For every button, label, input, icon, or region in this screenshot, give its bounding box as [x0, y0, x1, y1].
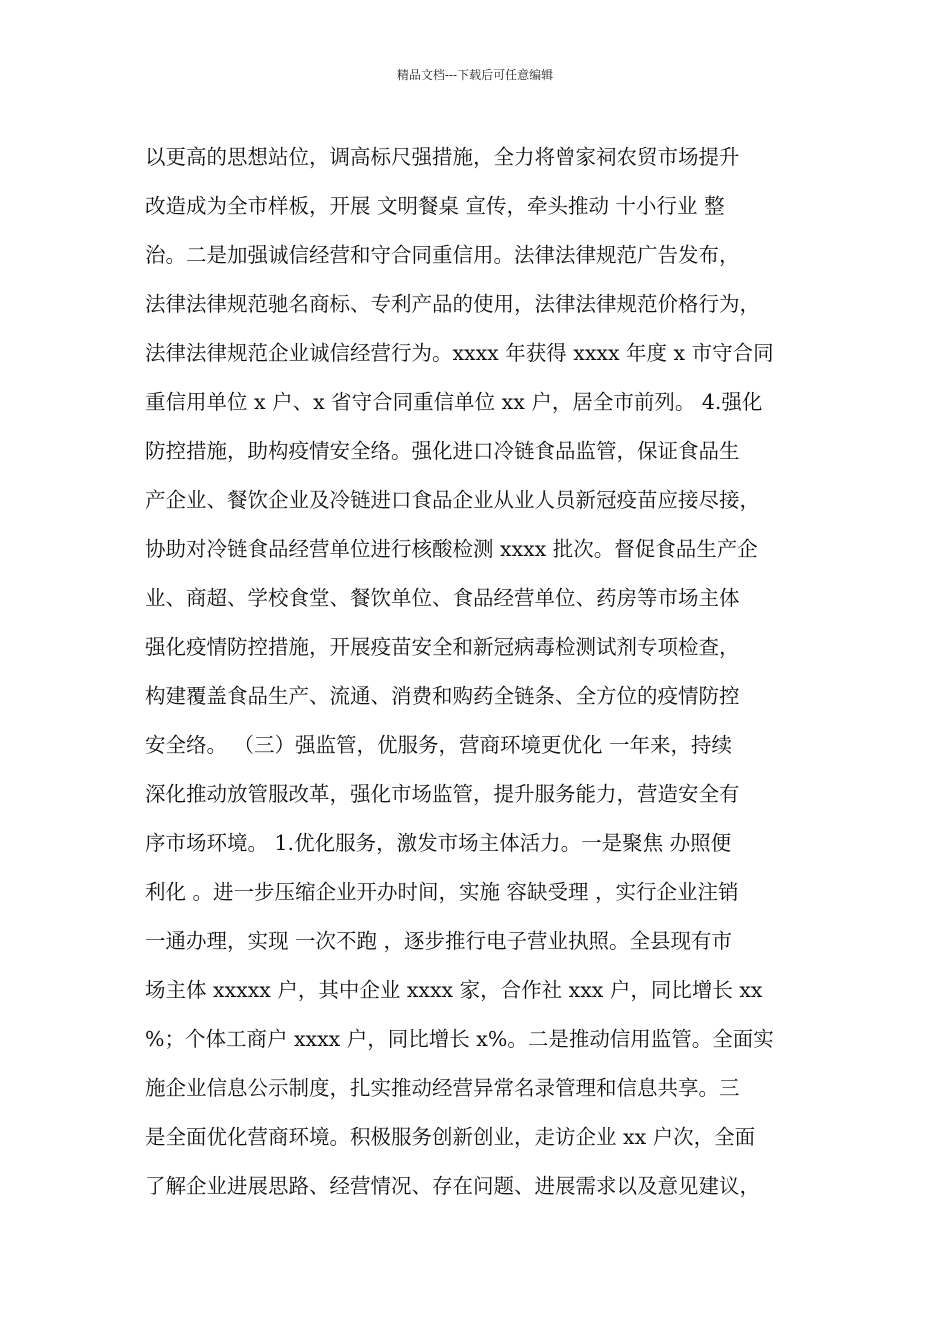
text-line: 治。二是加强诚信经营和守合同重信用。法律法律规范广告发布， [145, 243, 740, 267]
text-line: 重信用单位 x 户、x 省守合同重信单位 xx 户，居全市前列。 4.强化 [145, 390, 763, 414]
text-line: 协助对冷链食品经营单位进行核酸检测 xxxx 批次。督促食品生产企 [145, 537, 758, 561]
text-line: 是全面优化营商环境。积极服务创新创业，走访企业 xx 户次，全面 [145, 1125, 756, 1149]
text-line: 安全络。 （三）强监管，优服务，营商环境更优化 一年来，持续 [145, 733, 733, 757]
text-line: 利化 。进一步压缩企业开办时间，实施 容缺受理 ，实行企业注销 [145, 880, 739, 904]
text-line: 法律法律规范驰名商标、专利产品的使用，法律法律规范价格行为， [145, 292, 760, 316]
text-line: %；个体工商户 xxxx 户，同比增长 x%。二是推动信用监管。全面实 [145, 1027, 774, 1051]
text-line: 防控措施，助构疫情安全络。强化进口冷链食品监管，保证食品生 [145, 439, 740, 463]
text-line: 了解企业进展思路、经营情况、存在问题、进展需求以及意见建议， [145, 1174, 760, 1198]
text-line: 以更高的思想站位，调高标尺强措施，全力将曾家祠农贸市场提升 [145, 145, 740, 169]
text-line: 强化疫情防控措施，开展疫苗安全和新冠病毒检测试剂专项检查， [145, 635, 740, 659]
page-header: 精品文档---下载后可任意编辑 [396, 68, 554, 82]
text-line: 法律法律规范企业诚信经营行为。xxxx 年获得 xxxx 年度 x 市守合同 [145, 341, 774, 365]
text-line: 深化推动放管服改革，强化市场监管，提升服务能力，营造安全有 [145, 782, 740, 806]
body-text [145, 133, 835, 1211]
text-line: 序市场环境。 1.优化服务，激发市场主体活力。一是聚焦 办照便 [145, 831, 732, 855]
text-line: 产企业、餐饮企业及冷链进口食品企业从业人员新冠疫苗应接尽接， [145, 488, 760, 512]
text-line: 施企业信息公示制度，扎实推动经营异常名录管理和信息共享。三 [145, 1076, 740, 1100]
text-line: 业、商超、学校食堂、餐饮单位、食品经营单位、药房等市场主体 [145, 586, 740, 610]
text-line: 改造成为全市样板，开展 文明餐桌 宣传，牵头推动 十小行业 整 [145, 194, 725, 218]
text-line: 场主体 xxxxx 户，其中企业 xxxx 家，合作社 xxx 户，同比增长 xx [145, 978, 763, 1002]
text-line: 构建覆盖食品生产、流通、消费和购药全链条、全方位的疫情防控 [145, 684, 740, 708]
text-line: 一通办理，实现 一次不跑 ，逐步推行电子营业执照。全县现有市 [145, 929, 733, 953]
